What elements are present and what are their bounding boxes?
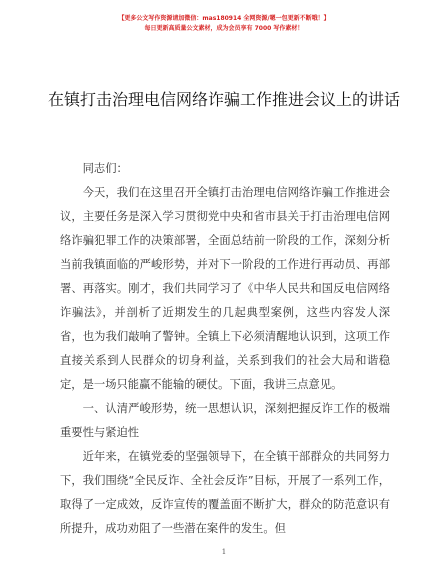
paragraph-section-1: 近年来，在镇党委的坚强领导下，在全镇干部群众的共同努力下，我们围绕“全民反诈、全社会反诈”目标，开展了一系列工作，取得了一定成效，反诈宣传的覆盖面不断扩大，群众的防范意识有所提升，成功劝阻了一些潜在案件的发生。但 xyxy=(60,450,390,535)
promo-banner-line-1: 【更多公文写作资源请加微信：mas180914 全网资源/嗯一包更新不断哦！】 xyxy=(118,15,330,22)
salutation: 同志们： xyxy=(82,162,128,175)
document-body xyxy=(60,157,390,541)
paragraph-intro: 今天，我们在这里召开全镇打击治理电信网络诈骗工作推进会议，主要任务是深入学习贯彻党中央和省市县关于打击治理电信网络诈骗犯罪工作的决策部署，全面总结前一阶段的工作，深刻分析当前我镇面临的严峻形势，并对下一阶段的工作进行再动员、再部署、再落实。刚才，我们共同学习了《中华人民共和国反电信网络诈骗法》，并剖析了近期发生的几起典型案例，这些内容发人深省，也为我们敲响了警钟。全镇上下必须清醒地认识到，这项工作直接关系到人民群众的切身利益，关系到我们的社会大局和谐稳定，是一场只能赢不能输的硬仗。下面，我讲三点意见。 xyxy=(60,186,390,391)
document-title: 在镇打击治理电信网络诈骗工作推进会议上的讲话 xyxy=(47,90,400,109)
promo-banner-line-2: 每日更新高质量公文素材，成为会员享有 7000 写作素材！ xyxy=(144,25,304,32)
page-number: 1 xyxy=(221,548,227,556)
promo-banner xyxy=(0,14,448,34)
section-heading-1: 一、认清严峻形势，统一思想认识，深刻把握反诈工作的极端重要性与紧迫性 xyxy=(60,402,390,439)
